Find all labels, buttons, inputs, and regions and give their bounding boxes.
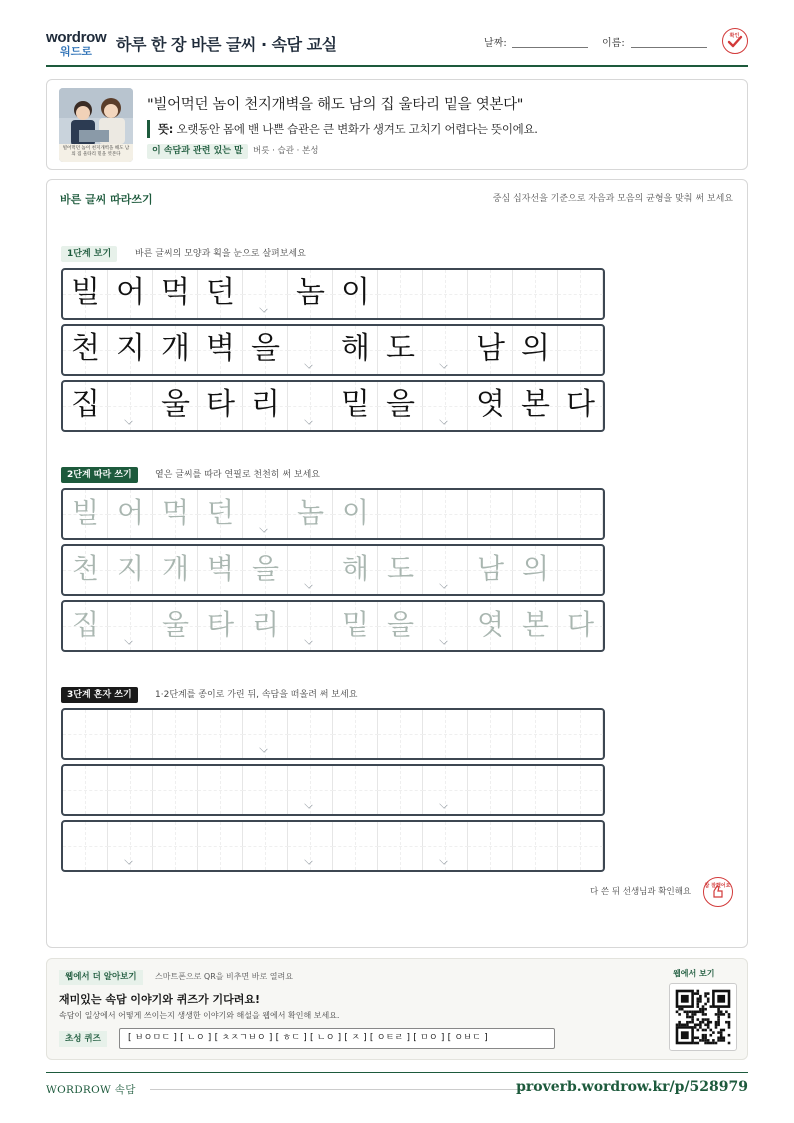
writing-row: [61, 324, 605, 376]
writing-cell[interactable]: [63, 710, 108, 758]
writing-cell[interactable]: [468, 766, 513, 814]
writing-cell: [378, 602, 423, 650]
writing-cell: [423, 326, 468, 374]
writing-cell: [243, 602, 288, 650]
related-keywords: 버릇 · 습관 · 본성: [253, 146, 319, 156]
space-mark-icon: [304, 416, 312, 424]
name-label: 이름:: [602, 38, 625, 49]
writing-cell: [198, 490, 243, 538]
writing-cell: [468, 326, 513, 374]
writing-row: [61, 600, 605, 652]
well-done-stamp-icon: [703, 877, 733, 907]
writing-cell: [423, 546, 468, 594]
writing-cell: [288, 270, 333, 318]
page-title: 하루 한 장 바른 글씨 · 속담 교실: [116, 35, 337, 54]
logo-subtext: 워드로: [60, 45, 92, 58]
writing-cell: [153, 490, 198, 538]
writing-cell: [333, 546, 378, 594]
writing-cell: [243, 382, 288, 430]
practice-char: 천: [71, 552, 100, 585]
date-field[interactable]: [512, 47, 588, 48]
writing-cell: [198, 270, 243, 318]
writing-cell: [378, 270, 423, 318]
practice-char: 울: [161, 387, 190, 422]
writing-cell: [108, 382, 153, 430]
writing-cell[interactable]: [558, 822, 603, 870]
quiz-tag: 초성 퀴즈: [59, 1031, 107, 1047]
writing-cell: [63, 270, 108, 318]
practice-char: 타: [206, 387, 235, 422]
writing-cell: [198, 546, 243, 594]
writing-cell[interactable]: [243, 766, 288, 814]
practice-char: 빌: [71, 496, 100, 529]
web-headline: 재미있는 속담 이야기와 퀴즈가 기다려요!: [59, 993, 260, 1006]
writing-cell: [243, 546, 288, 594]
space-mark-icon: [439, 856, 447, 864]
practice-char: 본: [521, 387, 550, 422]
space-mark-icon: [259, 304, 267, 312]
practice-char: 본: [521, 608, 550, 641]
writing-cell: [423, 382, 468, 430]
writing-cell: [513, 270, 558, 318]
practice-char: 도: [386, 552, 415, 585]
practice-char: 벽: [206, 552, 235, 585]
proverb-title: "빌어먹던 놈이 천지개벽을 해도 남의 집 울타리 밑을 엿본다": [147, 97, 524, 113]
practice-char: 먹: [161, 275, 190, 310]
practice-char: 이: [341, 275, 370, 310]
writing-row: [61, 544, 605, 596]
writing-cell: [63, 602, 108, 650]
writing-cell: [513, 326, 558, 374]
writing-cell: [558, 382, 603, 430]
practice-char: 도: [386, 331, 415, 366]
writing-cell: [333, 490, 378, 538]
stamp-text: 확인: [729, 33, 740, 39]
practice-char: 던: [206, 496, 235, 529]
writing-cell: [108, 270, 153, 318]
practice-char: 집: [71, 387, 100, 422]
writing-row: [61, 380, 605, 432]
writing-cell: [63, 326, 108, 374]
writing-cell: [558, 270, 603, 318]
practice-char: 어: [116, 275, 145, 310]
writing-cell[interactable]: [423, 822, 468, 870]
practice-char: 엿: [476, 387, 505, 422]
writing-cell: [243, 490, 288, 538]
practice-char: 의: [521, 331, 550, 366]
practice-char: 을: [386, 387, 415, 422]
practice-char: 벽: [206, 331, 235, 366]
header-divider: [46, 65, 748, 67]
practice-char: 지: [116, 552, 145, 585]
writing-cell: [513, 546, 558, 594]
writing-cell: [63, 490, 108, 538]
writing-cell: [333, 602, 378, 650]
writing-row: [61, 268, 605, 320]
writing-cell[interactable]: [333, 822, 378, 870]
writing-cell: [423, 490, 468, 538]
qr-pattern: [670, 984, 736, 1050]
writing-cell[interactable]: [378, 710, 423, 758]
practice-char: 개: [161, 331, 190, 366]
writing-cell: [423, 602, 468, 650]
step2-desc: 옅은 글씨를 따라 연필로 천천히 써 보세요: [155, 470, 320, 480]
practice-char: 해: [341, 552, 370, 585]
space-mark-icon: [439, 416, 447, 424]
writing-cell: [558, 602, 603, 650]
web-tag: 웹에서 더 알아보기: [59, 970, 143, 985]
practice-char: 빌: [71, 275, 100, 310]
practice-char: 다: [566, 387, 595, 422]
writing-cell[interactable]: [288, 822, 333, 870]
writing-cell[interactable]: [153, 710, 198, 758]
writing-cell[interactable]: [153, 766, 198, 814]
writing-cell[interactable]: [468, 822, 513, 870]
writing-cell: [333, 382, 378, 430]
practice-char: 의: [521, 552, 550, 585]
date-label: 날짜:: [484, 38, 507, 49]
footer-brand: WORDROW 속담: [46, 1084, 136, 1096]
writing-cell[interactable]: [423, 766, 468, 814]
writing-cell[interactable]: [378, 766, 423, 814]
related-words-tag: 이 속담과 관련 있는 말: [147, 144, 248, 159]
writing-cell[interactable]: [108, 766, 153, 814]
space-mark-icon: [439, 636, 447, 644]
writing-cell: [378, 382, 423, 430]
page-header: [46, 26, 748, 66]
qr-label: 웹에서 보기: [673, 969, 715, 978]
writing-cell: [288, 546, 333, 594]
well-done-text: 참 잘했어요: [704, 883, 731, 889]
writing-cell: [108, 602, 153, 650]
writing-cell: [513, 602, 558, 650]
writing-cell: [153, 602, 198, 650]
practice-char: 을: [251, 331, 280, 366]
writing-cell: [378, 490, 423, 538]
space-mark-icon: [304, 636, 312, 644]
space-mark-icon: [124, 856, 132, 864]
writing-cell: [108, 490, 153, 538]
writing-cell[interactable]: [513, 766, 558, 814]
writing-cell: [288, 326, 333, 374]
practice-char: 이: [341, 496, 370, 529]
writing-cell[interactable]: [108, 710, 153, 758]
writing-cell: [558, 326, 603, 374]
check-note: 다 쓴 뒤 선생님과 확인해요: [590, 887, 692, 897]
footer-url-link[interactable]: proverb.wordrow.kr/p/528979: [516, 1079, 748, 1095]
writing-cell: [423, 270, 468, 318]
proverb-card: [46, 79, 748, 170]
step1-tag: 1단계 보기: [61, 246, 117, 262]
writing-cell[interactable]: [63, 822, 108, 870]
initial-sound-quiz: [ ㅂㅇㅁㄷ ] [ ㄴㅇ ] [ ㅊㅈㄱㅂㅇ ] [ ㅎㄷ ] [ ㄴㅇ ] [ ㅈ ] [ ㅇㅌㄹ ] [ ㅁㅇ ] [ ㅇㅂㄷ ]: [119, 1028, 555, 1049]
writing-cell[interactable]: [198, 710, 243, 758]
check-mark-icon: [723, 29, 746, 52]
writing-cell[interactable]: [288, 710, 333, 758]
space-mark-icon: [439, 800, 447, 808]
wordrow-logo[interactable]: [46, 30, 110, 60]
writing-cell: [198, 326, 243, 374]
practice-char: 놈: [296, 275, 325, 310]
writing-cell[interactable]: [468, 710, 513, 758]
writing-cell[interactable]: [63, 766, 108, 814]
practice-char: 을: [251, 552, 280, 585]
writing-cell: [513, 490, 558, 538]
writing-cell: [243, 326, 288, 374]
practice-char: 리: [251, 387, 280, 422]
practice-char: 밑: [341, 387, 370, 422]
writing-row[interactable]: [61, 708, 605, 760]
footer-divider: [46, 1072, 748, 1073]
writing-cell: [558, 490, 603, 538]
writing-cell: [333, 326, 378, 374]
writing-cell: [468, 602, 513, 650]
writing-cell[interactable]: [558, 766, 603, 814]
writing-cell: [108, 546, 153, 594]
practice-char: 다: [566, 608, 595, 641]
writing-cell: [333, 270, 378, 318]
writing-cell[interactable]: [288, 766, 333, 814]
footer-line: [150, 1089, 540, 1090]
practice-char: 해: [341, 331, 370, 366]
practice-char: 울: [161, 608, 190, 641]
writing-cell[interactable]: [153, 822, 198, 870]
practice-title: 바른 글씨 따라쓰기: [60, 193, 153, 206]
name-field[interactable]: [631, 47, 707, 48]
practice-char: 집: [71, 608, 100, 641]
space-mark-icon: [124, 416, 132, 424]
writing-cell[interactable]: [198, 766, 243, 814]
space-mark-icon: [304, 580, 312, 588]
practice-char: 밑: [341, 608, 370, 641]
writing-cell: [468, 270, 513, 318]
confirm-stamp-icon: [722, 28, 748, 54]
thumbs-up-icon: [704, 878, 731, 905]
proverb-illustration: [59, 88, 133, 162]
writing-cell: [153, 270, 198, 318]
space-mark-icon: [439, 360, 447, 368]
practice-char: 리: [251, 608, 280, 641]
practice-char: 을: [386, 608, 415, 641]
writing-cell: [63, 382, 108, 430]
web-tag-desc: 스마트폰으로 QR을 비추면 바로 열려요: [155, 972, 293, 981]
writing-cell: [63, 546, 108, 594]
space-mark-icon: [124, 636, 132, 644]
writing-cell: [468, 490, 513, 538]
web-subtext: 속담이 일상에서 어떻게 쓰이는지 생생한 이야기와 해설을 웹에서 확인해 보세요.: [59, 1011, 340, 1020]
writing-cell: [468, 382, 513, 430]
writing-cell: [153, 326, 198, 374]
writing-cell[interactable]: [513, 710, 558, 758]
practice-char: 개: [161, 552, 190, 585]
writing-cell: [108, 326, 153, 374]
qr-code-icon[interactable]: [669, 983, 737, 1051]
writing-cell: [288, 490, 333, 538]
writing-cell[interactable]: [378, 822, 423, 870]
writing-cell[interactable]: [333, 710, 378, 758]
practice-char: 지: [116, 331, 145, 366]
writing-cell: [288, 602, 333, 650]
space-mark-icon: [304, 800, 312, 808]
space-mark-icon: [304, 360, 312, 368]
writing-cell[interactable]: [558, 710, 603, 758]
space-mark-icon: [259, 524, 267, 532]
proverb-meaning: [147, 120, 538, 138]
space-mark-icon: [259, 744, 267, 752]
step3-tag: 3단계 혼자 쓰기: [61, 687, 138, 703]
practice-char: 놈: [296, 496, 325, 529]
meaning-label: 뜻:: [158, 122, 174, 136]
writing-cell: [288, 382, 333, 430]
step3-desc: 1·2단계를 종이로 가린 뒤, 속담을 떠올려 써 보세요: [155, 690, 358, 700]
step1-desc: 바른 글씨의 모양과 획을 눈으로 살펴보세요: [135, 249, 306, 259]
writing-cell: [198, 602, 243, 650]
writing-cell: [558, 546, 603, 594]
practice-char: 어: [116, 496, 145, 529]
practice-panel: [46, 179, 748, 948]
web-panel: [46, 958, 748, 1060]
writing-cell: [153, 546, 198, 594]
practice-char: 던: [206, 275, 235, 310]
writing-cell[interactable]: [243, 822, 288, 870]
writing-cell: [378, 546, 423, 594]
practice-char: 엿: [476, 608, 505, 641]
writing-row[interactable]: [61, 764, 605, 816]
writing-cell: [153, 382, 198, 430]
writing-cell: [378, 326, 423, 374]
writing-cell[interactable]: [423, 710, 468, 758]
practice-char: 타: [206, 608, 235, 641]
writing-cell: [243, 270, 288, 318]
logo-text: wordrow: [46, 29, 107, 46]
writing-cell[interactable]: [108, 822, 153, 870]
writing-cell[interactable]: [243, 710, 288, 758]
writing-cell[interactable]: [198, 822, 243, 870]
writing-cell: [468, 546, 513, 594]
practice-char: 먹: [161, 496, 190, 529]
space-mark-icon: [439, 580, 447, 588]
writing-cell: [198, 382, 243, 430]
writing-cell[interactable]: [333, 766, 378, 814]
writing-row: [61, 488, 605, 540]
writing-cell[interactable]: [513, 822, 558, 870]
meaning-text: 오랫동안 몸에 밴 나쁜 습관은 큰 변화가 생겨도 고치기 어렵다는 뜻이에요.: [176, 122, 538, 136]
illustration-caption: 빌어먹던 놈이 천지개벽을 해도 남의 집 울타리 밑을 엿본다: [62, 146, 130, 157]
practice-hint: 중심 십자선을 기준으로 자음과 모음의 균형을 맞춰 써 보세요: [492, 194, 733, 204]
writing-cell: [513, 382, 558, 430]
practice-char: 천: [71, 331, 100, 366]
practice-char: 남: [476, 331, 505, 366]
writing-row[interactable]: [61, 820, 605, 872]
practice-char: 남: [476, 552, 505, 585]
step2-tag: 2단계 따라 쓰기: [61, 467, 138, 483]
space-mark-icon: [304, 856, 312, 864]
